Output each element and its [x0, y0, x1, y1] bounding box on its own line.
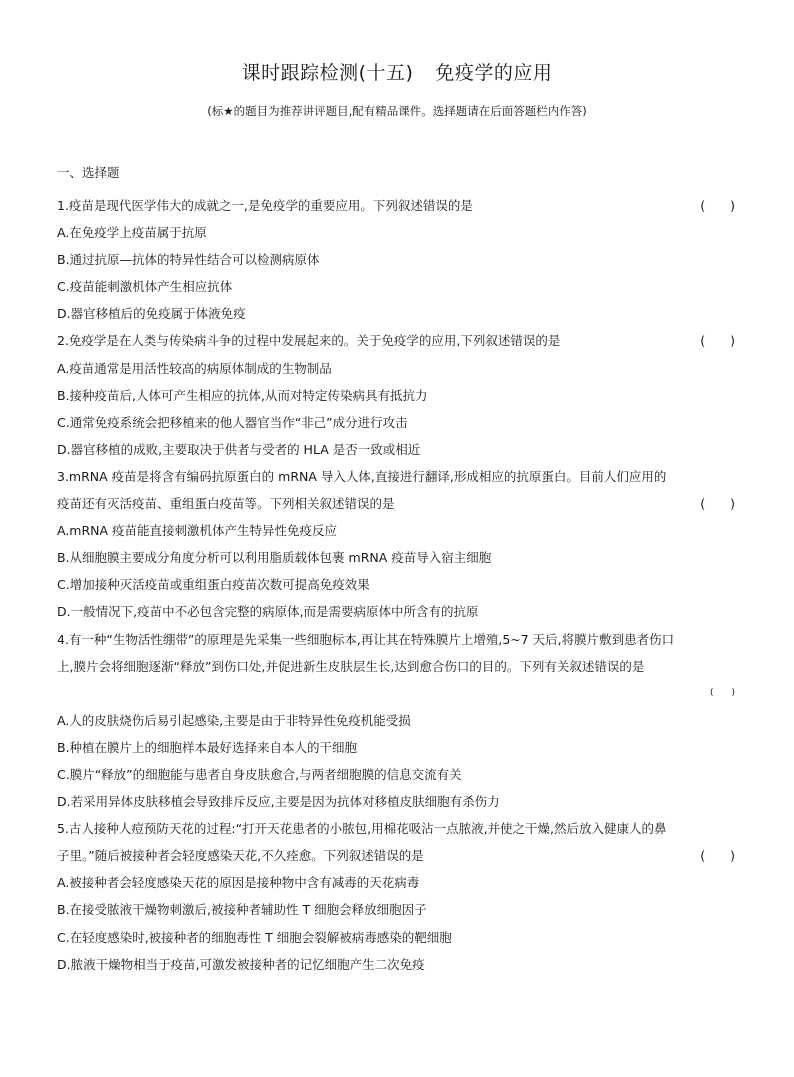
question-5-stem-line-2: 子里。”随后被接种者会轻度感染天花,不久痊愈。下列叙述错误的是 ( ) — [57, 842, 741, 869]
question-2-option-b: B.接种疫苗后,人体可产生相应的抗体,从而对特定传染病具有抵抗力 — [57, 387, 428, 403]
page-note: (标★的题目为推荐讲评题目,配有精品课件。选择题请在后面答题栏内作答) — [207, 104, 587, 118]
question-2-stem: 2.免疫学是在人类与传染病斗争的过程中发展起来的。关于免疫学的应用,下列叙述错误的是 ( ) — [57, 327, 741, 354]
section-heading: 一、选择题 — [57, 165, 120, 180]
page-title-sub: 免疫学的应用 — [435, 62, 553, 84]
question-4-paren-line — [57, 680, 741, 707]
question-2-option-c: C.通常免疫系统会把移植来的他人器官当作“非己”成分进行攻击 — [57, 414, 408, 430]
page-title — [0, 58, 794, 85]
answer-paren: ( ) — [700, 848, 735, 864]
question-4-option-c: C.膜片“释放”的细胞能与患者自身皮肤愈合,与两者细胞膜的信息交流有关 — [57, 766, 462, 782]
question-4-option-d: D.若采用异体皮肤移植会导致排斥反应,主要是因为抗体对移植皮肤细胞有杀伤力 — [57, 794, 500, 810]
answer-paren: ( ) — [700, 496, 735, 512]
question-5-option-d: D.脓液干燥物相当于疫苗,可激发被接种者的记忆细胞产生二次免疫 — [57, 956, 425, 972]
question-1-option-d: D.器官移植后的免疫属于体液免疫 — [57, 306, 246, 322]
question-5-option-a: A.被接种者会轻度感染天花的原因是接种物中含有减毒的天花病毒 — [57, 875, 420, 891]
question-3-option-d: D.一般情况下,疫苗中不必包含完整的病原体,而是需要病原体中所含有的抗原 — [57, 604, 479, 620]
page-title-main: 课时跟踪检测(十五) — [241, 62, 414, 84]
question-2-option-d: D.器官移植的成败,主要取决于供者与受者的 HLA 是否一致或相近 — [57, 441, 421, 457]
question-4-option-b: B.种植在膜片上的细胞样本最好选择来自本人的干细胞 — [57, 739, 358, 755]
question-5-stem-line-1: 5.古人接种人痘预防天花的过程:“打开天花患者的小脓包,用棉花吸沾一点脓液,并使之干燥,然后放入健康人的鼻 — [57, 821, 667, 837]
question-3-stem-line-2: 疫苗还有灭活疫苗、重组蛋白疫苗等。下列相关叙述错误的是 ( ) — [57, 490, 741, 517]
question-2-option-a: A.疫苗通常是用活性较高的病原体制成的生物制品 — [57, 360, 332, 376]
question-3-option-b: B.从细胞膜主要成分角度分析可以利用脂质载体包裹 mRNA 疫苗导入宿主细胞 — [57, 550, 492, 566]
question-5-option-b: B.在接受脓液干燥物刺激后,被接种者辅助性 T 细胞会释放细胞因子 — [57, 902, 427, 918]
question-list — [57, 192, 741, 978]
question-1-stem: 1.疫苗是现代医学伟大的成就之一,是免疫学的重要应用。下列叙述错误的是 ( ) — [57, 192, 741, 219]
answer-paren: ( ) — [700, 333, 735, 349]
question-4-stem-line-2: 上,膜片会将细胞逐渐“释放”到伤口处,并促进新生皮肤层生长,达到愈合伤口的目的。下列有关叙述错误的是 — [57, 658, 645, 674]
question-3-option-a: A.mRNA 疫苗能直接刺激机体产生特异性免疫反应 — [57, 523, 338, 539]
question-3-stem-line-1: 3.mRNA 疫苗是将含有编码抗原蛋白的 mRNA 导入人体,直接进行翻译,形成相应的抗原蛋白。目前人们应用的 — [57, 468, 667, 484]
answer-paren: ( ) — [709, 687, 735, 698]
answer-paren: ( ) — [700, 198, 735, 213]
question-4-stem-line-1: 4.有一种“生物活性绷带”的原理是先采集一些细胞标本,再让其在特殊膜片上增殖,5~7 天后,将膜片敷到患者伤口 — [57, 631, 675, 647]
question-1-option-b: B.通过抗原—抗体的特异性结合可以检测病原体 — [57, 252, 320, 268]
question-5-option-c: C.在轻度感染时,被接种者的细胞毒性 T 细胞会裂解被病毒感染的靶细胞 — [57, 929, 452, 945]
question-3-option-c: C.增加接种灭活疫苗或重组蛋白疫苗次数可提高免疫效果 — [57, 577, 370, 593]
question-1-option-c: C.疫苗能刺激机体产生相应抗体 — [57, 279, 233, 295]
question-1-option-a: A.在免疫学上疫苗属于抗原 — [57, 225, 207, 241]
question-4-option-a: A.人的皮肤烧伤后易引起感染,主要是由于非特异性免疫机能受损 — [57, 712, 411, 728]
